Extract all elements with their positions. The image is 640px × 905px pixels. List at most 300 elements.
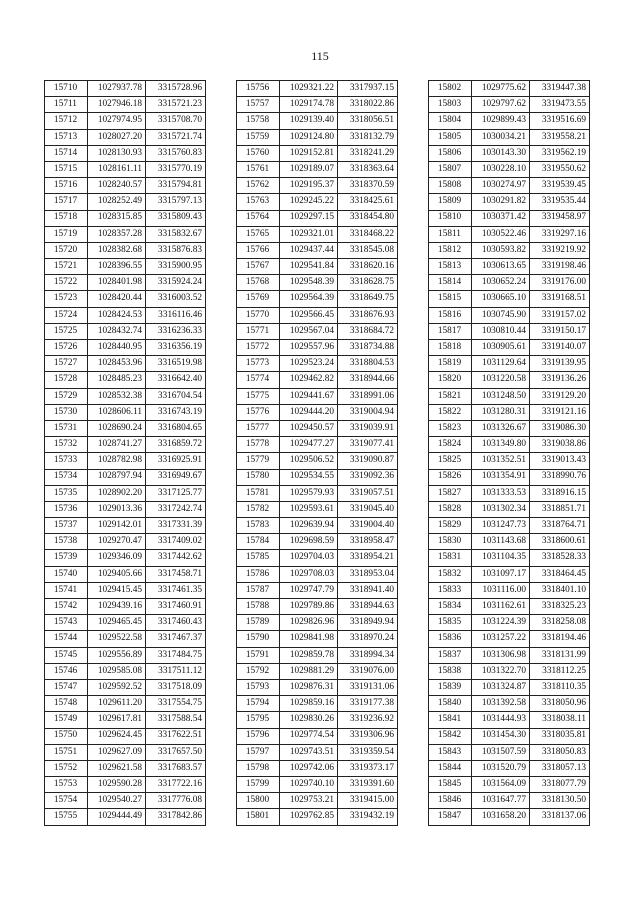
y-coordinate-cell: 3319004.40 [338, 518, 398, 534]
table-row [429, 809, 590, 825]
x-coordinate-cell: 1029152.81 [280, 145, 338, 161]
table-row [429, 793, 590, 809]
y-coordinate-cell: 3318401.10 [530, 582, 590, 598]
point-number-cell: 15721 [45, 259, 88, 275]
table-row [45, 404, 206, 420]
point-number-cell: 15773 [237, 356, 280, 372]
y-coordinate-cell: 3317622.51 [146, 728, 206, 744]
table-row [429, 404, 590, 420]
y-coordinate-cell: 3319562.19 [530, 145, 590, 161]
y-coordinate-cell: 3315797.13 [146, 194, 206, 210]
y-coordinate-cell: 3318944.63 [338, 599, 398, 615]
x-coordinate-cell: 1029444.49 [88, 809, 146, 825]
point-number-cell: 15833 [429, 582, 472, 598]
x-coordinate-cell: 1030274.97 [472, 178, 530, 194]
x-coordinate-cell: 1029522.58 [88, 631, 146, 647]
y-coordinate-cell: 3316925.91 [146, 453, 206, 469]
point-number-cell: 15814 [429, 275, 472, 291]
point-number-cell: 15806 [429, 145, 472, 161]
y-coordinate-cell: 3319219.92 [530, 242, 590, 258]
table-row [429, 518, 590, 534]
point-number-cell: 15759 [237, 129, 280, 145]
x-coordinate-cell: 1030371.42 [472, 210, 530, 226]
y-coordinate-cell: 3318038.11 [530, 712, 590, 728]
point-number-cell: 15793 [237, 679, 280, 695]
point-number-cell: 15756 [237, 81, 280, 97]
table-row [429, 485, 590, 501]
x-coordinate-cell: 1027937.78 [88, 81, 146, 97]
x-coordinate-cell: 1029611.20 [88, 696, 146, 712]
table-row [45, 420, 206, 436]
x-coordinate-cell: 1029540.27 [88, 793, 146, 809]
y-coordinate-cell: 3318600.61 [530, 534, 590, 550]
point-number-cell: 15777 [237, 420, 280, 436]
point-number-cell: 15810 [429, 210, 472, 226]
table-row [429, 728, 590, 744]
point-number-cell: 15792 [237, 663, 280, 679]
x-coordinate-cell: 1028797.94 [88, 469, 146, 485]
point-number-cell: 15809 [429, 194, 472, 210]
y-coordinate-cell: 3315900.95 [146, 259, 206, 275]
x-coordinate-cell: 1028432.74 [88, 323, 146, 339]
x-coordinate-cell: 1029195.37 [280, 178, 338, 194]
y-coordinate-cell: 3317409.02 [146, 534, 206, 550]
y-coordinate-cell: 3318684.72 [338, 323, 398, 339]
y-coordinate-cell: 3319373.17 [338, 760, 398, 776]
y-coordinate-cell: 3319176.00 [530, 275, 590, 291]
table-row [45, 582, 206, 598]
point-number-cell: 15770 [237, 307, 280, 323]
table-row [237, 420, 398, 436]
x-coordinate-cell: 1030291.82 [472, 194, 530, 210]
table-row [237, 178, 398, 194]
x-coordinate-cell: 1029830.26 [280, 712, 338, 728]
y-coordinate-cell: 3319077.41 [338, 437, 398, 453]
table-row [429, 534, 590, 550]
point-number-cell: 15824 [429, 437, 472, 453]
y-coordinate-cell: 3318077.79 [530, 777, 590, 793]
table-row [237, 793, 398, 809]
x-coordinate-cell: 1029826.96 [280, 615, 338, 631]
x-coordinate-cell: 1031257.22 [472, 631, 530, 647]
x-coordinate-cell: 1030143.30 [472, 145, 530, 161]
x-coordinate-cell: 1028382.68 [88, 242, 146, 258]
table-row [237, 210, 398, 226]
table-row [237, 744, 398, 760]
x-coordinate-cell: 1031352.51 [472, 453, 530, 469]
y-coordinate-cell: 3317331.39 [146, 518, 206, 534]
table-row [45, 534, 206, 550]
x-coordinate-cell: 1029774.54 [280, 728, 338, 744]
x-coordinate-cell: 1029564.39 [280, 291, 338, 307]
x-coordinate-cell: 1029321.01 [280, 226, 338, 242]
x-coordinate-cell: 1029624.45 [88, 728, 146, 744]
table-row [45, 663, 206, 679]
y-coordinate-cell: 3319177.38 [338, 696, 398, 712]
x-coordinate-cell: 1031224.39 [472, 615, 530, 631]
y-coordinate-cell: 3317242.74 [146, 501, 206, 517]
table-row [45, 226, 206, 242]
x-coordinate-cell: 1029346.09 [88, 550, 146, 566]
point-number-cell: 15715 [45, 161, 88, 177]
x-coordinate-cell: 1030665.10 [472, 291, 530, 307]
y-coordinate-cell: 3317657.50 [146, 744, 206, 760]
table-row [429, 291, 590, 307]
table-row [429, 566, 590, 582]
table-row [45, 760, 206, 776]
x-coordinate-cell: 1031302.34 [472, 501, 530, 517]
table-row [45, 388, 206, 404]
y-coordinate-cell: 3318464.45 [530, 566, 590, 582]
point-number-cell: 15719 [45, 226, 88, 242]
y-coordinate-cell: 3317484.75 [146, 647, 206, 663]
table-row [429, 81, 590, 97]
table-row [45, 485, 206, 501]
y-coordinate-cell: 3318994.34 [338, 647, 398, 663]
x-coordinate-cell: 1029859.16 [280, 696, 338, 712]
table-row [429, 777, 590, 793]
point-number-cell: 15750 [45, 728, 88, 744]
y-coordinate-cell: 3317460.43 [146, 615, 206, 631]
table-row [45, 615, 206, 631]
table-row [429, 113, 590, 129]
y-coordinate-cell: 3318370.59 [338, 178, 398, 194]
point-number-cell: 15762 [237, 178, 280, 194]
x-coordinate-cell: 1028240.57 [88, 178, 146, 194]
y-coordinate-cell: 3317460.91 [146, 599, 206, 615]
table-row [237, 129, 398, 145]
point-number-cell: 15768 [237, 275, 280, 291]
table-row [429, 194, 590, 210]
x-coordinate-cell: 1028396.55 [88, 259, 146, 275]
y-coordinate-cell: 3318734.88 [338, 340, 398, 356]
x-coordinate-cell: 1029899.43 [472, 113, 530, 129]
y-coordinate-cell: 3318050.83 [530, 744, 590, 760]
x-coordinate-cell: 1029579.93 [280, 485, 338, 501]
point-number-cell: 15774 [237, 372, 280, 388]
table-row [45, 501, 206, 517]
x-coordinate-cell: 1031324.87 [472, 679, 530, 695]
table-row [45, 453, 206, 469]
x-coordinate-cell: 1029477.27 [280, 437, 338, 453]
y-coordinate-cell: 3318970.24 [338, 631, 398, 647]
x-coordinate-cell: 1029762.85 [280, 809, 338, 825]
y-coordinate-cell: 3319535.44 [530, 194, 590, 210]
x-coordinate-cell: 1031349.80 [472, 437, 530, 453]
x-coordinate-cell: 1029881.29 [280, 663, 338, 679]
point-number-cell: 15760 [237, 145, 280, 161]
point-number-cell: 15736 [45, 501, 88, 517]
point-number-cell: 15735 [45, 485, 88, 501]
y-coordinate-cell: 3317554.75 [146, 696, 206, 712]
point-number-cell: 15798 [237, 760, 280, 776]
x-coordinate-cell: 1028453.96 [88, 356, 146, 372]
coordinates-table-2 [236, 80, 398, 826]
y-coordinate-cell: 3317683.57 [146, 760, 206, 776]
point-number-cell: 15713 [45, 129, 88, 145]
y-coordinate-cell: 3315708.70 [146, 113, 206, 129]
table-row [429, 615, 590, 631]
point-number-cell: 15823 [429, 420, 472, 436]
point-number-cell: 15778 [237, 437, 280, 453]
x-coordinate-cell: 1031520.79 [472, 760, 530, 776]
x-coordinate-cell: 1029462.82 [280, 372, 338, 388]
y-coordinate-cell: 3319150.17 [530, 323, 590, 339]
table-row [45, 194, 206, 210]
x-coordinate-cell: 1028252.49 [88, 194, 146, 210]
table-row [45, 793, 206, 809]
y-coordinate-cell: 3315728.96 [146, 81, 206, 97]
point-number-cell: 15725 [45, 323, 88, 339]
point-number-cell: 15797 [237, 744, 280, 760]
y-coordinate-cell: 3318958.47 [338, 534, 398, 550]
y-coordinate-cell: 3315876.83 [146, 242, 206, 258]
point-number-cell: 15765 [237, 226, 280, 242]
point-number-cell: 15820 [429, 372, 472, 388]
table-row [237, 194, 398, 210]
point-number-cell: 15775 [237, 388, 280, 404]
y-coordinate-cell: 3319139.95 [530, 356, 590, 372]
y-coordinate-cell: 3319168.51 [530, 291, 590, 307]
y-coordinate-cell: 3319004.94 [338, 404, 398, 420]
y-coordinate-cell: 3319458.97 [530, 210, 590, 226]
x-coordinate-cell: 1031162.61 [472, 599, 530, 615]
point-number-cell: 15724 [45, 307, 88, 323]
x-coordinate-cell: 1029534.55 [280, 469, 338, 485]
y-coordinate-cell: 3318258.08 [530, 615, 590, 631]
x-coordinate-cell: 1028315.85 [88, 210, 146, 226]
x-coordinate-cell: 1029506.52 [280, 453, 338, 469]
y-coordinate-cell: 3316003.52 [146, 291, 206, 307]
y-coordinate-cell: 3316949.67 [146, 469, 206, 485]
table-row [429, 259, 590, 275]
y-coordinate-cell: 3318130.50 [530, 793, 590, 809]
point-number-cell: 15813 [429, 259, 472, 275]
table-row [429, 226, 590, 242]
table-row [429, 145, 590, 161]
x-coordinate-cell: 1029841.98 [280, 631, 338, 647]
x-coordinate-cell: 1028485.23 [88, 372, 146, 388]
point-number-cell: 15740 [45, 566, 88, 582]
x-coordinate-cell: 1031306.98 [472, 647, 530, 663]
table-row [45, 129, 206, 145]
point-number-cell: 15785 [237, 550, 280, 566]
point-number-cell: 15751 [45, 744, 88, 760]
y-coordinate-cell: 3317511.12 [146, 663, 206, 679]
table-row [429, 388, 590, 404]
x-coordinate-cell: 1029548.39 [280, 275, 338, 291]
y-coordinate-cell: 3318804.53 [338, 356, 398, 372]
y-coordinate-cell: 3319473.55 [530, 97, 590, 113]
point-number-cell: 15832 [429, 566, 472, 582]
y-coordinate-cell: 3317937.15 [338, 81, 398, 97]
point-number-cell: 15761 [237, 161, 280, 177]
table-row [429, 129, 590, 145]
table-row [429, 356, 590, 372]
point-number-cell: 15745 [45, 647, 88, 663]
x-coordinate-cell: 1029441.67 [280, 388, 338, 404]
x-coordinate-cell: 1030593.82 [472, 242, 530, 258]
point-number-cell: 15757 [237, 97, 280, 113]
x-coordinate-cell: 1029450.57 [280, 420, 338, 436]
table-row [237, 356, 398, 372]
table-row [429, 275, 590, 291]
table-row [45, 145, 206, 161]
point-number-cell: 15795 [237, 712, 280, 728]
point-number-cell: 15711 [45, 97, 88, 113]
y-coordinate-cell: 3318954.21 [338, 550, 398, 566]
y-coordinate-cell: 3318991.06 [338, 388, 398, 404]
y-coordinate-cell: 3318425.61 [338, 194, 398, 210]
x-coordinate-cell: 1031116.00 [472, 582, 530, 598]
y-coordinate-cell: 3319057.51 [338, 485, 398, 501]
table-row [45, 275, 206, 291]
y-coordinate-cell: 3315721.74 [146, 129, 206, 145]
point-number-cell: 15811 [429, 226, 472, 242]
table-row [45, 323, 206, 339]
point-number-cell: 15802 [429, 81, 472, 97]
table-row [45, 291, 206, 307]
point-number-cell: 15749 [45, 712, 88, 728]
table-row [237, 340, 398, 356]
y-coordinate-cell: 3319131.06 [338, 679, 398, 695]
y-coordinate-cell: 3318468.22 [338, 226, 398, 242]
y-coordinate-cell: 3318953.04 [338, 566, 398, 582]
y-coordinate-cell: 3317458.71 [146, 566, 206, 582]
point-number-cell: 15746 [45, 663, 88, 679]
point-number-cell: 15822 [429, 404, 472, 420]
y-coordinate-cell: 3318620.16 [338, 259, 398, 275]
table-row [429, 679, 590, 695]
x-coordinate-cell: 1028420.44 [88, 291, 146, 307]
table-row [237, 663, 398, 679]
x-coordinate-cell: 1029444.20 [280, 404, 338, 420]
x-coordinate-cell: 1029142.01 [88, 518, 146, 534]
x-coordinate-cell: 1029740.10 [280, 777, 338, 793]
x-coordinate-cell: 1028027.20 [88, 129, 146, 145]
point-number-cell: 15726 [45, 340, 88, 356]
point-number-cell: 15830 [429, 534, 472, 550]
x-coordinate-cell: 1031507.59 [472, 744, 530, 760]
x-coordinate-cell: 1031104.35 [472, 550, 530, 566]
table-row [45, 340, 206, 356]
table-row [237, 534, 398, 550]
point-number-cell: 15718 [45, 210, 88, 226]
x-coordinate-cell: 1029592.52 [88, 679, 146, 695]
point-number-cell: 15782 [237, 501, 280, 517]
table-row [45, 679, 206, 695]
y-coordinate-cell: 3319539.45 [530, 178, 590, 194]
point-number-cell: 15816 [429, 307, 472, 323]
y-coordinate-cell: 3319090.87 [338, 453, 398, 469]
point-number-cell: 15752 [45, 760, 88, 776]
point-number-cell: 15714 [45, 145, 88, 161]
point-number-cell: 15818 [429, 340, 472, 356]
point-number-cell: 15845 [429, 777, 472, 793]
table-row [45, 113, 206, 129]
y-coordinate-cell: 3318057.13 [530, 760, 590, 776]
table-row [429, 647, 590, 663]
point-number-cell: 15805 [429, 129, 472, 145]
table-row [45, 599, 206, 615]
point-number-cell: 15763 [237, 194, 280, 210]
point-number-cell: 15737 [45, 518, 88, 534]
table-row [429, 210, 590, 226]
y-coordinate-cell: 3318944.66 [338, 372, 398, 388]
y-coordinate-cell: 3318132.79 [338, 129, 398, 145]
y-coordinate-cell: 3318990.76 [530, 469, 590, 485]
table-row [45, 647, 206, 663]
point-number-cell: 15786 [237, 566, 280, 582]
table-row [237, 696, 398, 712]
y-coordinate-cell: 3318325.23 [530, 599, 590, 615]
table-row [45, 728, 206, 744]
x-coordinate-cell: 1031220.58 [472, 372, 530, 388]
point-number-cell: 15844 [429, 760, 472, 776]
table-row [237, 679, 398, 695]
table-row [429, 307, 590, 323]
point-number-cell: 15803 [429, 97, 472, 113]
table-row [237, 259, 398, 275]
table-row [45, 81, 206, 97]
point-number-cell: 15828 [429, 501, 472, 517]
table-row [429, 760, 590, 776]
x-coordinate-cell: 1029556.89 [88, 647, 146, 663]
y-coordinate-cell: 3316356.19 [146, 340, 206, 356]
y-coordinate-cell: 3319157.02 [530, 307, 590, 323]
point-number-cell: 15791 [237, 647, 280, 663]
y-coordinate-cell: 3315832.67 [146, 226, 206, 242]
point-number-cell: 15742 [45, 599, 88, 615]
y-coordinate-cell: 3319558.21 [530, 129, 590, 145]
y-coordinate-cell: 3319391.60 [338, 777, 398, 793]
x-coordinate-cell: 1031564.09 [472, 777, 530, 793]
y-coordinate-cell: 3315770.19 [146, 161, 206, 177]
y-coordinate-cell: 3316519.98 [146, 356, 206, 372]
table-row [429, 420, 590, 436]
y-coordinate-cell: 3317722.16 [146, 777, 206, 793]
table-row [237, 469, 398, 485]
y-coordinate-cell: 3317467.37 [146, 631, 206, 647]
x-coordinate-cell: 1029747.79 [280, 582, 338, 598]
point-number-cell: 15781 [237, 485, 280, 501]
point-number-cell: 15730 [45, 404, 88, 420]
x-coordinate-cell: 1031392.58 [472, 696, 530, 712]
x-coordinate-cell: 1029593.61 [280, 501, 338, 517]
point-number-cell: 15758 [237, 113, 280, 129]
x-coordinate-cell: 1028741.27 [88, 437, 146, 453]
y-coordinate-cell: 3315809.43 [146, 210, 206, 226]
x-coordinate-cell: 1029567.04 [280, 323, 338, 339]
table-row [237, 226, 398, 242]
point-number-cell: 15812 [429, 242, 472, 258]
point-number-cell: 15794 [237, 696, 280, 712]
x-coordinate-cell: 1029585.08 [88, 663, 146, 679]
x-coordinate-cell: 1029708.03 [280, 566, 338, 582]
x-coordinate-cell: 1029321.22 [280, 81, 338, 97]
point-number-cell: 15800 [237, 793, 280, 809]
point-number-cell: 15755 [45, 809, 88, 825]
y-coordinate-cell: 3315760.83 [146, 145, 206, 161]
x-coordinate-cell: 1029270.47 [88, 534, 146, 550]
table-row [237, 647, 398, 663]
point-number-cell: 15723 [45, 291, 88, 307]
x-coordinate-cell: 1029245.22 [280, 194, 338, 210]
y-coordinate-cell: 3319306.96 [338, 728, 398, 744]
x-coordinate-cell: 1028606.11 [88, 404, 146, 420]
table-row [429, 501, 590, 517]
x-coordinate-cell: 1029415.45 [88, 582, 146, 598]
